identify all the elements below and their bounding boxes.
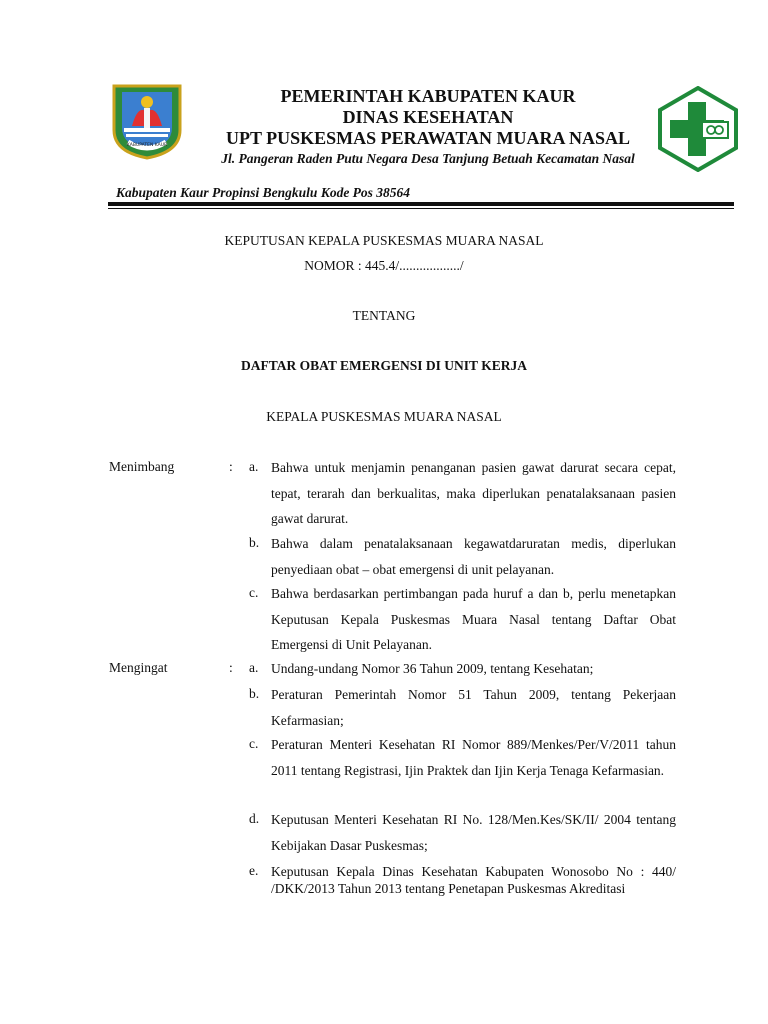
- letterhead-divider-thin: [108, 208, 734, 209]
- item-text: Undang-undang Nomor 36 Tahun 2009, tentang Kesehatan;: [271, 661, 594, 676]
- decree-about: TENTANG: [352, 308, 416, 323]
- puskesmas-logo-icon: [658, 86, 738, 172]
- item-marker: a.: [249, 660, 259, 675]
- letterhead-divider-thick: [108, 202, 734, 206]
- decree-subject: DAFTAR OBAT EMERGENSI DI UNIT KERJA: [241, 358, 527, 373]
- emblem-caption: KABUPATEN KAUR: [126, 143, 168, 148]
- institution-name: UPT PUSKESMAS PERAWATAN MUARA NASAL: [225, 128, 631, 148]
- letterhead: [108, 82, 738, 202]
- item-marker: e.: [249, 863, 259, 878]
- letterhead-text: [198, 86, 658, 167]
- considering-colon: :: [229, 459, 233, 474]
- item-marker: c.: [249, 585, 259, 600]
- item-text: Peraturan Menteri Kesehatan RI Nomor 889/Menkes/Per/V/2011 tahun 2011 tentang Registrasi, Ijin Praktek dan Ijin Kerja Tenaga Kefarmasian.: [271, 737, 676, 778]
- item-text: Bahwa berdasarkan pertimbangan pada huruf a dan b, perlu menetapkan Keputusan Kepala Puskesmas Muara Nasal tentang Daftar Obat Emergensi di Unit Pelayanan.: [271, 586, 676, 652]
- address-line-2: Kabupaten Kaur Propinsi Bengkulu Kode Pos 38564: [116, 185, 411, 200]
- item-marker: b.: [249, 535, 260, 550]
- item-text: Keputusan Kepala Dinas Kesehatan Kabupaten Wonosobo No : 440/ /DKK/2013 Tahun 2013 tentang Penetapan Puskesmas Akreditasi: [271, 864, 703, 896]
- item-text: Bahwa untuk menjamin penanganan pasien gawat darurat secara cepat, tepat, terarah dan berkualitas, maka diperlukan penatalaksanaan pasien gawat darurat.: [271, 460, 676, 526]
- decree-authority: KEPALA PUSKESMAS MUARA NASAL: [266, 409, 502, 424]
- decree-number: NOMOR : 445.4/................../: [304, 258, 464, 273]
- item-text: Keputusan Menteri Kesehatan RI No. 128/Men.Kes/SK/II/ 2004 tentang Kebijakan Dasar Puskesmas;: [271, 812, 676, 853]
- item-marker: b.: [249, 686, 260, 701]
- item-marker: c.: [249, 736, 259, 751]
- address-line-1: Jl. Pangeran Raden Putu Negara Desa Tanjung Betuah Kecamatan Nasal: [221, 151, 635, 166]
- kabupaten-kaur-emblem-icon: [108, 82, 186, 160]
- item-text: Bahwa dalam penatalaksanaan kegawatdaruratan medis, diperlukan penyediaan obat – obat emergensi di unit pelayanan.: [271, 536, 676, 577]
- item-marker: a.: [249, 459, 259, 474]
- government-name: PEMERINTAH KABUPATEN KAUR: [280, 86, 576, 106]
- considering-label: Menimbang: [109, 459, 175, 474]
- decree-title: KEPUTUSAN KEPALA PUSKESMAS MUARA NASAL: [224, 233, 544, 248]
- item-marker: d.: [249, 811, 260, 826]
- recalling-colon: :: [229, 660, 233, 675]
- department-name: DINAS KESEHATAN: [342, 107, 514, 127]
- item-text: Peraturan Pemerintah Nomor 51 Tahun 2009, tentang Pekerjaan Kefarmasian;: [271, 687, 676, 728]
- recalling-label: Mengingat: [109, 660, 168, 675]
